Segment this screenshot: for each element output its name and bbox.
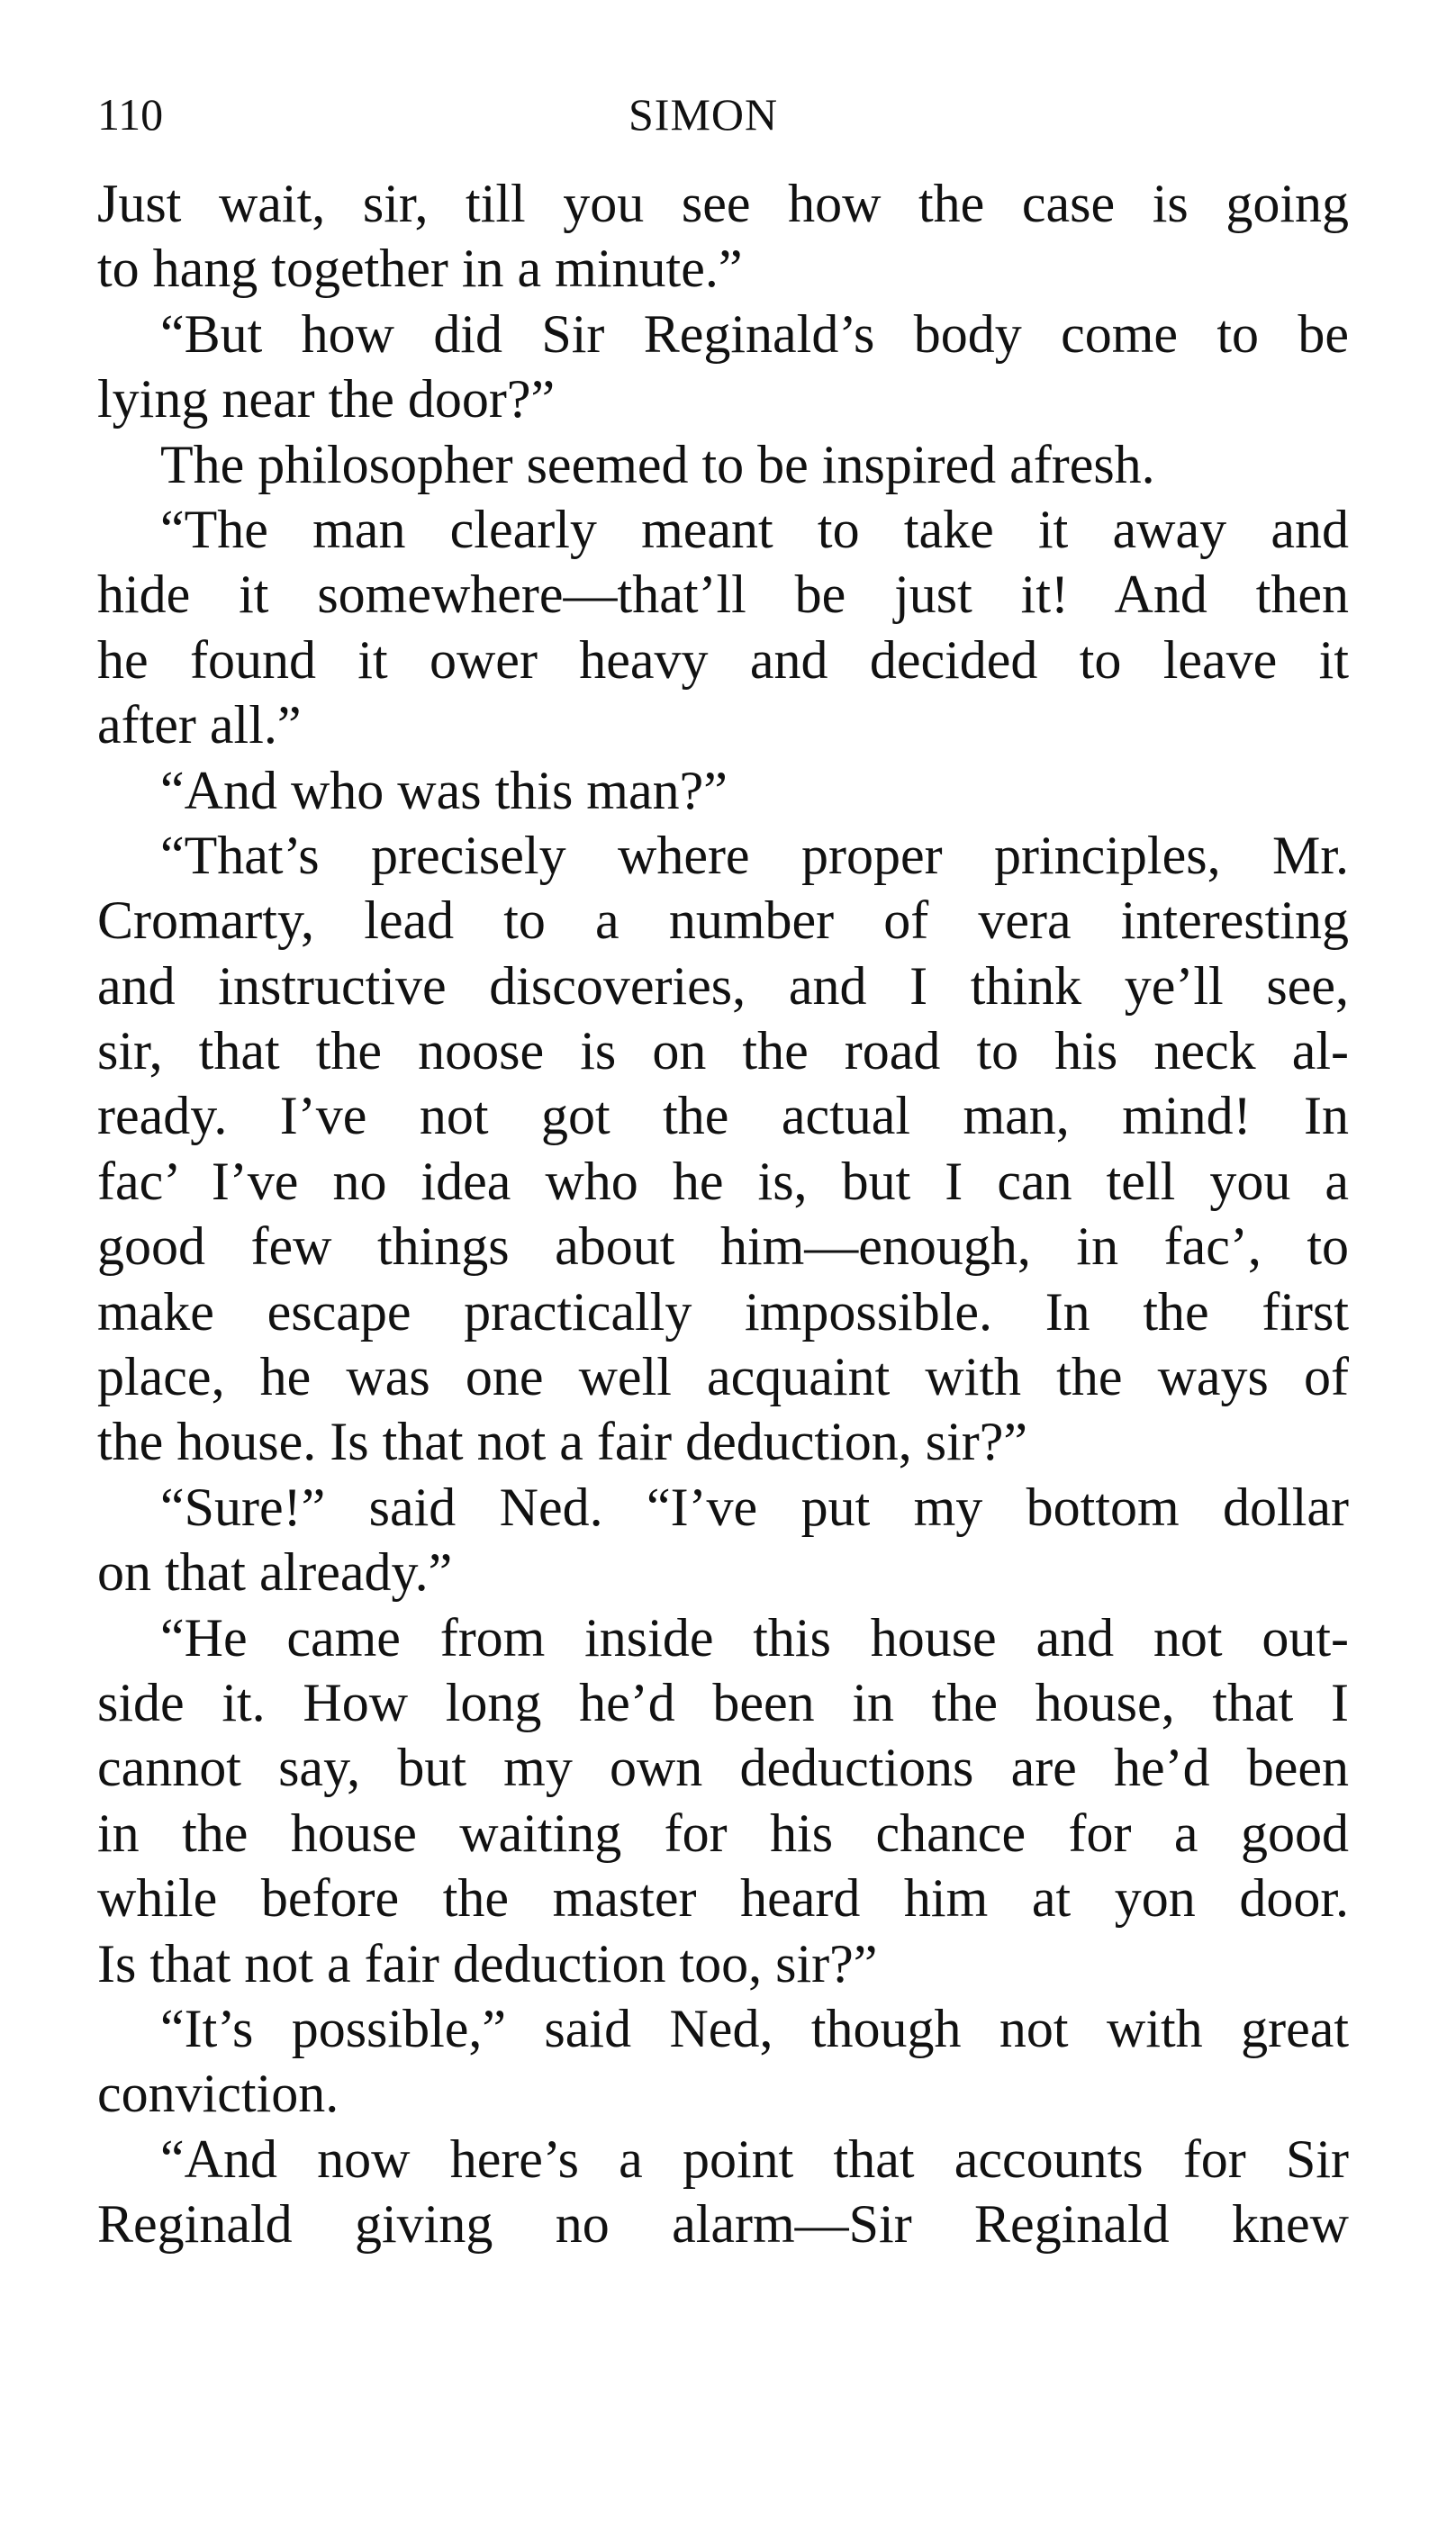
page-number: 110: [97, 89, 164, 140]
text-line: while before the master heard him at yon door.: [97, 1868, 1349, 1929]
text-line: place, he was one well acquaint with the ways of: [97, 1347, 1349, 1407]
text-line: the house. Is that not a fair deduction, sir?”: [97, 1412, 1028, 1472]
text-line: hide it somewhere—that’ll be just it! And then: [97, 565, 1349, 625]
text-line: make escape practically impossible. In the first: [97, 1281, 1349, 1342]
text-line: good few things about him—enough, in fac’, to: [97, 1216, 1349, 1277]
text-line: cannot say, but my own deductions are he’d been: [97, 1738, 1349, 1798]
text-line: ready. I’ve not got the actual man, mind! In: [97, 1086, 1349, 1146]
text-line: “Sure!” said Ned. “I’ve put my bottom dollar: [160, 1477, 1349, 1537]
text-line: conviction.: [97, 2064, 339, 2124]
text-line: “That’s precisely where proper principles, Mr.: [160, 825, 1349, 885]
running-title: SIMON: [629, 89, 779, 140]
text-line: sir, that the noose is on the road to his neck al-: [97, 1021, 1349, 1081]
text-line: “And who was this man?”: [160, 760, 728, 820]
text-line: in the house waiting for his chance for a good: [97, 1803, 1349, 1863]
text-line: Just wait, sir, till you see how the case is going: [97, 174, 1349, 233]
running-head: [97, 83, 1358, 146]
text-line: on that already.”: [97, 1542, 453, 1603]
text-line: Cromarty, lead to a number of vera interesting: [97, 890, 1349, 951]
text-line: “But how did Sir Reginald’s body come to be: [160, 303, 1349, 364]
text-line: Is that not a fair deduction too, sir?”: [97, 1933, 878, 1993]
text-line: “The man clearly meant to take it away and: [160, 499, 1349, 559]
text-line: The philosopher seemed to be inspired afresh.: [160, 434, 1155, 494]
text-line: “He came from inside this house and not out-: [160, 1607, 1349, 1668]
text-line: fac’ I’ve no idea who he is, but I can tell you a: [97, 1151, 1349, 1211]
text-line: he found it ower heavy and decided to leave it: [97, 629, 1349, 690]
text-line: and instructive discoveries, and I think ye’ll see,: [97, 955, 1349, 1016]
text-line: side it. How long he’d been in the house, that I: [97, 1672, 1349, 1732]
body-text: [97, 171, 1349, 2257]
text-line: to hang together in a minute.”: [97, 239, 743, 299]
text-line: after all.”: [97, 695, 302, 755]
text-line: “And now here’s a point that accounts for Sir: [160, 2129, 1349, 2189]
text-line: “It’s possible,” said Ned, though not with great: [160, 1998, 1349, 2058]
text-line: lying near the door?”: [97, 369, 556, 429]
text-line: Reginald giving no alarm—Sir Reginald knew: [97, 2194, 1349, 2255]
